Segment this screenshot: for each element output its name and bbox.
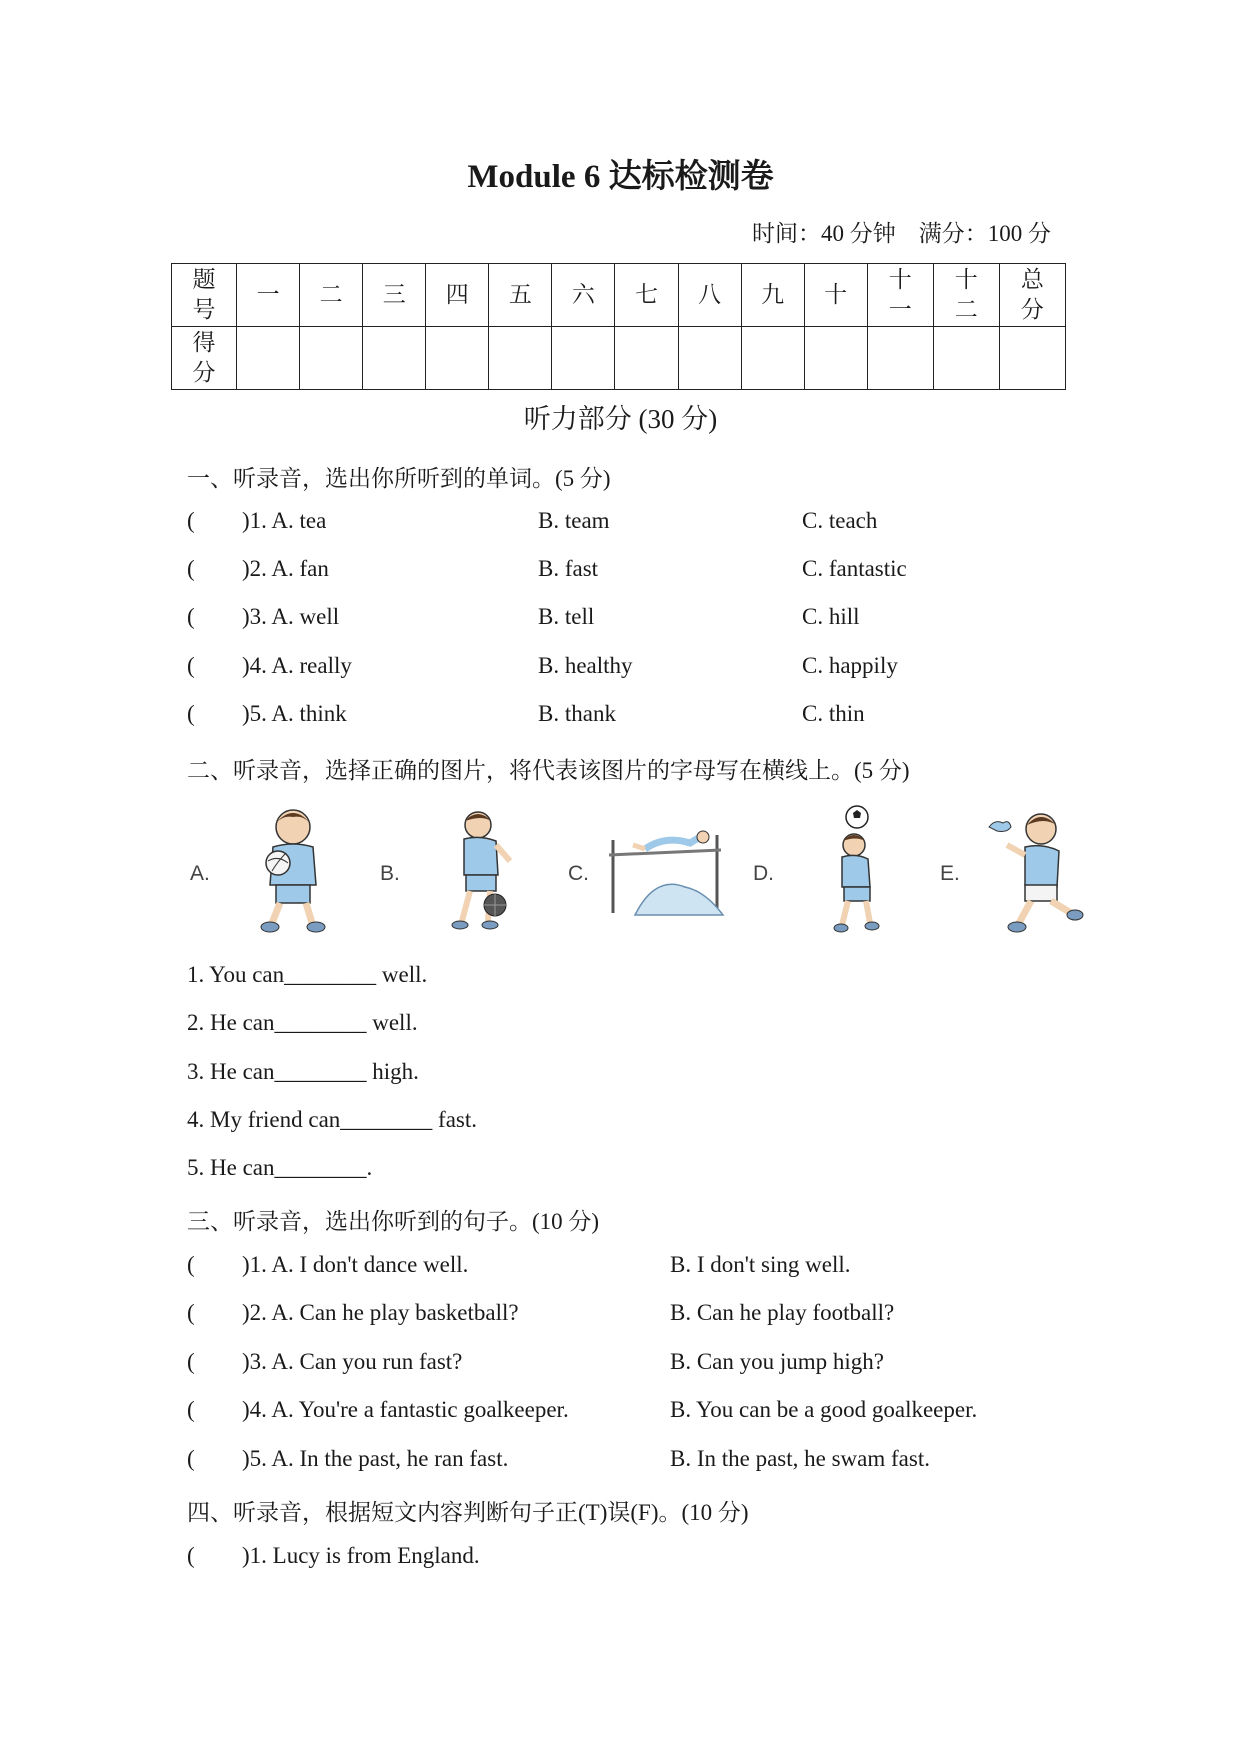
score-table-header-cell: 十 一	[867, 264, 933, 327]
football-header-icon	[820, 805, 890, 935]
option-b: B. You can be a good goalkeeper.	[670, 1397, 978, 1422]
option-a: )3. A. well	[242, 604, 340, 629]
score-table-header-cell: 一	[237, 264, 300, 327]
answer-paren: (	[187, 604, 195, 629]
score-cell	[999, 327, 1065, 390]
option-a: )1. A. tea	[242, 508, 327, 533]
option-b: B. thank	[538, 701, 616, 726]
option-a: )5. A. In the past, he ran fast.	[242, 1446, 509, 1471]
option-a: )4. A. You're a fantastic goalkeeper.	[242, 1397, 569, 1422]
option-c: C. fantastic	[802, 556, 907, 581]
score-cell	[933, 327, 999, 390]
option-c: C. hill	[802, 604, 860, 629]
score-table-header-cell: 十	[804, 264, 867, 327]
score-cell	[489, 327, 552, 390]
option-c: C. thin	[802, 701, 865, 726]
part4-heading: 四、听录音，根据短文内容判断句子正(T)误(F)。(10 分)	[187, 1500, 749, 1525]
answer-paren: (	[187, 701, 195, 726]
score-row-label: 得 分	[172, 327, 237, 390]
answer-paren: (	[187, 653, 195, 678]
score-cell	[363, 327, 426, 390]
score-table-header-cell: 六	[552, 264, 615, 327]
fill-in-sentence: 3. He can________ high.	[187, 1059, 419, 1084]
score-cell	[237, 327, 300, 390]
answer-paren: (	[187, 556, 195, 581]
picture-label-d: D.	[753, 862, 774, 885]
picture-label-c: C.	[568, 862, 589, 885]
score-table	[171, 263, 1066, 390]
score-table-header-cell: 十 二	[933, 264, 999, 327]
score-cell	[804, 327, 867, 390]
answer-paren: (	[187, 1349, 195, 1374]
fill-in-sentence: 4. My friend can________ fast.	[187, 1107, 477, 1132]
runner-icon	[985, 805, 1085, 935]
basketball-player-icon	[440, 805, 520, 935]
score-table-header-row	[172, 264, 1066, 327]
option-a: )2. A. fan	[242, 556, 329, 581]
option-b: B. team	[538, 508, 610, 533]
option-a: )2. A. Can he play basketball?	[242, 1300, 519, 1325]
exam-meta: 时间：40 分钟 满分：100 分	[752, 221, 1051, 246]
score-cell	[552, 327, 615, 390]
option-b: B. fast	[538, 556, 599, 581]
score-cell	[678, 327, 741, 390]
fill-in-sentence: 1. You can________ well.	[187, 962, 428, 987]
option-a: )3. A. Can you run fast?	[242, 1349, 463, 1374]
score-table-header-cell: 九	[741, 264, 804, 327]
score-cell	[615, 327, 678, 390]
option-b: B. Can he play football?	[670, 1300, 895, 1325]
volleyball-player-icon	[248, 805, 338, 935]
fill-in-sentence: 5. He can________.	[187, 1155, 373, 1180]
true-false-statement: )1. Lucy is from England.	[242, 1543, 480, 1568]
option-a: )1. A. I don't dance well.	[242, 1252, 469, 1277]
answer-paren: (	[187, 1300, 195, 1325]
answer-paren: (	[187, 1397, 195, 1422]
option-b: B. tell	[538, 604, 595, 629]
score-table-header-cell: 总 分	[999, 264, 1065, 327]
option-b: B. Can you jump high?	[670, 1349, 885, 1374]
option-b: B. I don't sing well.	[670, 1252, 851, 1277]
score-table-header-cell: 八	[678, 264, 741, 327]
picture-label-a: A.	[190, 862, 210, 885]
option-c: C. teach	[802, 508, 878, 533]
option-a: )5. A. think	[242, 701, 347, 726]
option-b: B. In the past, he swam fast.	[670, 1446, 930, 1471]
part1-heading: 一、听录音，选出你所听到的单词。(5 分)	[187, 466, 611, 491]
high-jump-icon	[605, 805, 725, 935]
answer-paren: (	[187, 508, 195, 533]
score-table-header-cell: 五	[489, 264, 552, 327]
part2-heading: 二、听录音，选择正确的图片，将代表该图片的字母写在横线上。(5 分)	[187, 758, 910, 783]
answer-paren: (	[187, 1446, 195, 1471]
score-cell	[741, 327, 804, 390]
score-table-header-cell: 二	[300, 264, 363, 327]
score-table-header-cell: 题 号	[172, 264, 237, 327]
listening-section-title: 听力部分 (30 分)	[523, 404, 718, 434]
fill-in-sentence: 2. He can________ well.	[187, 1010, 418, 1035]
option-a: )4. A. really	[242, 653, 352, 678]
page-title: Module 6 达标检测卷	[467, 159, 774, 195]
picture-label-b: B.	[380, 862, 400, 885]
score-table-header-cell: 四	[426, 264, 489, 327]
score-table-header-cell: 七	[615, 264, 678, 327]
score-table-score-row	[172, 327, 1066, 390]
picture-label-e: E.	[940, 862, 960, 885]
answer-paren: (	[187, 1252, 195, 1277]
score-cell	[867, 327, 933, 390]
score-cell	[300, 327, 363, 390]
option-c: C. happily	[802, 653, 898, 678]
score-cell	[426, 327, 489, 390]
score-table-header-cell: 三	[363, 264, 426, 327]
part3-heading: 三、听录音，选出你听到的句子。(10 分)	[187, 1209, 600, 1234]
answer-paren: (	[187, 1543, 195, 1568]
option-b: B. healthy	[538, 653, 633, 678]
